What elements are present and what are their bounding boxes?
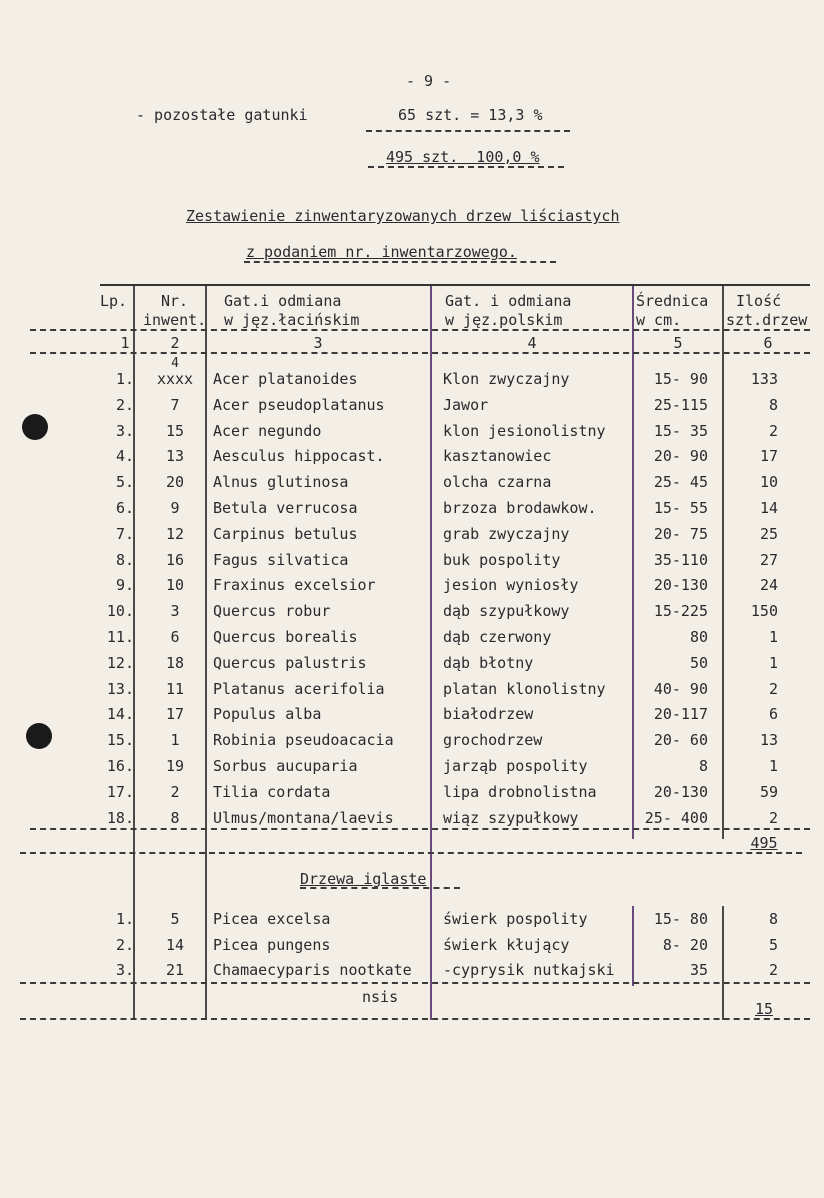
cell-diameter: 25- 45 bbox=[653, 473, 708, 492]
cell-diameter: 80 bbox=[689, 628, 708, 646]
cell-polish-name: świerk kłujący bbox=[443, 935, 570, 954]
cell-nr: 8 bbox=[170, 808, 180, 827]
cell-latin-name: Chamaecyparis nootkate bbox=[213, 961, 412, 979]
header-nr-line1: Nr. bbox=[161, 292, 189, 310]
column-number-2: 2 bbox=[170, 334, 180, 352]
table-bottom-border bbox=[20, 1018, 810, 1020]
cell-lp: 2. bbox=[115, 395, 134, 414]
cell-lp: 17. bbox=[106, 782, 134, 801]
cell-diameter: 20- 75 bbox=[653, 524, 708, 543]
cell-nr: 1 bbox=[170, 731, 180, 750]
conifer-heading-underline bbox=[300, 887, 460, 889]
header-latin-line2: w jęz.łacińskim bbox=[224, 311, 360, 329]
cell-lp: 9. bbox=[115, 576, 134, 595]
conifer-total: 15 bbox=[754, 1000, 774, 1018]
cell-count: 5 bbox=[768, 935, 778, 954]
cell-nr: 2 bbox=[170, 782, 180, 801]
cell-lp: 5. bbox=[115, 473, 134, 492]
cell-nr: 14 bbox=[165, 935, 185, 954]
cell-lp: 1. bbox=[115, 370, 134, 388]
cell-count: 133 bbox=[750, 370, 778, 388]
cell-count: 8 bbox=[768, 910, 778, 928]
column-number-4: 4 bbox=[527, 334, 537, 352]
title-underline bbox=[244, 261, 556, 263]
cell-count: 150 bbox=[750, 602, 778, 621]
cell-diameter: 40- 90 bbox=[653, 679, 708, 698]
cell-diameter: 20- 90 bbox=[653, 447, 708, 466]
cell-lp: 16. bbox=[106, 757, 134, 775]
cell-latin-name: Ulmus/montana/laevis bbox=[213, 808, 394, 827]
column-number-3: 3 bbox=[313, 334, 323, 352]
cell-count: 2 bbox=[768, 961, 778, 979]
cell-count: 1 bbox=[768, 757, 778, 775]
cell-polish-name: wiąz szypułkowy bbox=[443, 808, 579, 827]
cell-nr: 19 bbox=[165, 757, 185, 775]
column-number-1: 1 bbox=[120, 334, 130, 352]
cell-nr: xxxx bbox=[156, 370, 194, 388]
cell-polish-name: brzoza brodawkow. bbox=[443, 499, 597, 517]
cell-count: 1 bbox=[768, 628, 778, 646]
cell-count: 27 bbox=[759, 550, 778, 569]
cell-latin-name: Acer pseudoplatanus bbox=[213, 395, 385, 414]
cell-polish-name: białodrzew bbox=[443, 705, 534, 724]
cell-polish-name: jarząb pospolity bbox=[443, 757, 588, 775]
cell-latin-name: Betula verrucosa bbox=[213, 499, 358, 517]
cell-latin-name: Platanus acerifolia bbox=[213, 679, 385, 698]
cell-nr: 5 bbox=[170, 910, 180, 928]
cell-count: 59 bbox=[759, 782, 778, 801]
cell-nr: 17 bbox=[165, 705, 185, 724]
cell-lp: 2. bbox=[115, 935, 134, 954]
cell-count: 2 bbox=[768, 679, 778, 698]
header-diam-line2: w cm. bbox=[636, 311, 682, 329]
cell-polish-name: grochodrzew bbox=[443, 731, 543, 750]
punch-hole-bottom bbox=[26, 723, 52, 749]
remaining-species-label: - pozostałe gatunki bbox=[136, 106, 308, 124]
cell-diameter: 8 bbox=[698, 757, 708, 775]
cell-nr: 10 bbox=[165, 576, 185, 595]
cell-latin-name: Acer platanoides bbox=[213, 370, 358, 388]
header-count-line1: Ilość bbox=[736, 292, 782, 310]
cell-diameter: 15- 80 bbox=[653, 910, 708, 928]
header-divider bbox=[30, 329, 810, 331]
cell-polish-name: dąb błotny bbox=[443, 653, 534, 672]
cell-count: 8 bbox=[768, 395, 778, 414]
punch-hole-top bbox=[22, 414, 48, 440]
cell-lp: 3. bbox=[115, 961, 134, 979]
deciduous-total-divider bbox=[20, 852, 802, 854]
cell-lp: 18. bbox=[106, 808, 134, 827]
header-nr-line2: inwent. bbox=[143, 311, 207, 329]
cell-count: 2 bbox=[768, 808, 778, 827]
cell-count: 13 bbox=[759, 731, 778, 750]
cell-diameter: 20- 60 bbox=[653, 731, 708, 750]
cell-nr: 9 bbox=[170, 499, 180, 517]
cell-count: 17 bbox=[759, 447, 778, 466]
table-title-line1: Zestawienie zinwentaryzowanych drzew liściastych bbox=[186, 207, 620, 225]
cell-polish-name: jesion wyniosły bbox=[443, 576, 579, 595]
cell-diameter: 25-115 bbox=[653, 395, 708, 414]
header-diam-line1: Średnica bbox=[636, 292, 709, 310]
cell-lp: 12. bbox=[106, 653, 134, 672]
header-lp: Lp. bbox=[100, 292, 128, 310]
cell-count: 24 bbox=[759, 576, 778, 595]
cell-lp: 10. bbox=[106, 602, 134, 621]
cell-polish-name: świerk pospolity bbox=[443, 910, 588, 928]
cell-diameter: 15- 35 bbox=[653, 421, 708, 440]
cell-polish-name: olcha czarna bbox=[443, 473, 552, 492]
cell-latin-name: Populus alba bbox=[213, 705, 322, 724]
cell-diameter: 15-225 bbox=[653, 602, 708, 621]
column-number-6: 6 bbox=[763, 334, 773, 352]
header-count-line2: szt.drzew bbox=[726, 311, 808, 329]
cell-diameter: 20-130 bbox=[653, 576, 708, 595]
cell-latin-name: Aesculus hippocast. bbox=[213, 447, 385, 466]
cell-diameter: 50 bbox=[689, 653, 708, 672]
cell-polish-name: Klon zwyczajny bbox=[443, 370, 570, 388]
cell-nr: 16 bbox=[165, 550, 185, 569]
cell-nr: 12 bbox=[165, 524, 185, 543]
cell-lp: 13. bbox=[106, 679, 134, 698]
cell-latin-name: Sorbus aucuparia bbox=[213, 757, 358, 775]
cell-count: 1 bbox=[768, 653, 778, 672]
cell-latin-name: Fagus silvatica bbox=[213, 550, 349, 569]
cell-polish-name: Jawor bbox=[443, 395, 489, 414]
cell-diameter: 35 bbox=[689, 961, 708, 979]
cell-polish-name: platan klonolistny bbox=[443, 679, 606, 698]
header-polish-line2: w jęz.polskim bbox=[445, 311, 563, 329]
cell-diameter: 15- 90 bbox=[653, 370, 708, 388]
cell-latin-name: Picea pungens bbox=[213, 935, 331, 954]
cell-diameter: 15- 55 bbox=[653, 499, 708, 517]
cell-lp: 1. bbox=[115, 910, 134, 928]
cell-lp: 8. bbox=[115, 550, 134, 569]
cell-latin-name: Carpinus betulus bbox=[213, 524, 358, 543]
cell-nr: 6 bbox=[170, 628, 180, 646]
cell-polish-name: lipa drobnolistna bbox=[443, 782, 597, 801]
cell-lp: 6. bbox=[115, 499, 134, 517]
cell-nr: 3 bbox=[170, 602, 180, 621]
cell-polish-name: buk pospolity bbox=[443, 550, 561, 569]
cell-count: 10 bbox=[759, 473, 778, 492]
cell-lp: 14. bbox=[106, 705, 134, 724]
cell-lp: 11. bbox=[106, 628, 134, 646]
cell-polish-name: dąb szypułkowy bbox=[443, 602, 570, 621]
header-latin-line1: Gat.i odmiana bbox=[224, 292, 342, 310]
cell-polish-name: dąb czerwony bbox=[443, 628, 552, 646]
cell-latin-name: Tilia cordata bbox=[213, 782, 331, 801]
conifer-heading: Drzewa iglaste bbox=[300, 870, 427, 888]
cell-count: 14 bbox=[759, 499, 778, 517]
page-number: - 9 - bbox=[406, 72, 452, 90]
cell-nr: 18 bbox=[165, 653, 185, 672]
cell-latin-name: Robinia pseudoacacia bbox=[213, 731, 394, 750]
cell-latin-name: Picea excelsa bbox=[213, 910, 331, 928]
table-title-line2: z podaniem nr. inwentarzowego. bbox=[246, 243, 517, 261]
cell-lp: 4. bbox=[115, 447, 134, 466]
first-nr-correction: 4 bbox=[171, 356, 179, 371]
cell-count: 2 bbox=[768, 421, 778, 440]
cell-latin-name: Alnus glutinosa bbox=[213, 473, 349, 492]
cell-nr: 11 bbox=[165, 679, 185, 698]
cell-latin-name: Quercus robur bbox=[213, 602, 331, 621]
cell-count: 25 bbox=[759, 524, 778, 543]
conifer-latin-continuation: nsis bbox=[362, 988, 399, 1006]
deciduous-total: 495 bbox=[750, 834, 778, 852]
total-underline bbox=[368, 166, 564, 168]
cell-lp: 7. bbox=[115, 524, 134, 543]
cell-polish-name: kasztanowiec bbox=[443, 447, 552, 466]
cell-polish-name: -cyprysik nutkajski bbox=[443, 961, 615, 979]
cell-diameter: 25- 400 bbox=[644, 808, 708, 827]
cell-diameter: 35-110 bbox=[653, 550, 708, 569]
cell-diameter: 20-130 bbox=[653, 782, 708, 801]
column-number-divider bbox=[30, 352, 810, 354]
total-value: 495 szt. 100,0 % bbox=[386, 148, 540, 166]
cell-lp: 15. bbox=[106, 731, 134, 750]
cell-diameter: 20-117 bbox=[653, 705, 708, 724]
cell-lp: 3. bbox=[115, 421, 134, 440]
cell-nr: 7 bbox=[170, 395, 180, 414]
cell-latin-name: Quercus palustris bbox=[213, 653, 367, 672]
column-number-5: 5 bbox=[673, 334, 683, 352]
cell-nr: 13 bbox=[165, 447, 185, 466]
remaining-species-value: 65 szt. = 13,3 % bbox=[398, 106, 543, 124]
cell-latin-name: Quercus borealis bbox=[213, 628, 358, 646]
cell-nr: 15 bbox=[165, 421, 185, 440]
cell-polish-name: klon jesionolistny bbox=[443, 421, 606, 440]
summary-divider bbox=[366, 130, 570, 132]
cell-diameter: 8- 20 bbox=[662, 935, 708, 954]
cell-latin-name: Acer negundo bbox=[213, 421, 322, 440]
deciduous-last-row-underline bbox=[30, 828, 810, 830]
conifer-last-row-underline bbox=[20, 982, 810, 984]
cell-nr: 20 bbox=[165, 473, 185, 492]
cell-nr: 21 bbox=[165, 961, 185, 979]
cell-count: 6 bbox=[768, 705, 778, 724]
cell-polish-name: grab zwyczajny bbox=[443, 524, 570, 543]
header-polish-line1: Gat. i odmiana bbox=[445, 292, 572, 310]
cell-latin-name: Fraxinus excelsior bbox=[213, 576, 376, 595]
